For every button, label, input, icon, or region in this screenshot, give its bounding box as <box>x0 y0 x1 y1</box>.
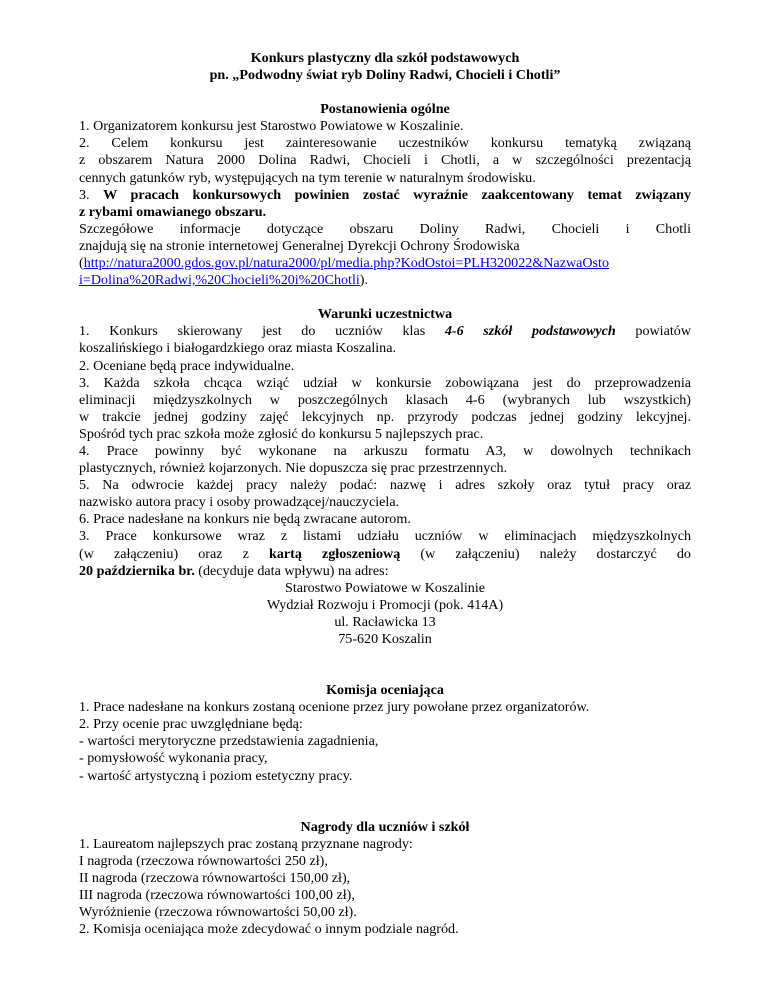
section-heading-jury: Komisja oceniająca <box>326 682 444 699</box>
doc-title-line2: pn. „Podwodny świat ryb Doliny Radwi, Chocieli i Chotli” <box>209 67 561 84</box>
general-point-3-line2: z rybami omawianego obszaru. <box>79 203 267 220</box>
condition-1-tail: powiatów <box>615 323 691 340</box>
condition-3-line2: eliminacji międzyszkolnych w poszczególnych klasach 4-6 (wybranych lub wszystkich) <box>79 391 691 408</box>
prize-distinction: Wyróżnienie (rzeczowa równowartości 50,00 zł). <box>79 904 357 921</box>
doc-title-line1: Konkurs plastyczny dla szkół podstawowych <box>250 50 520 66</box>
address-line3: ul. Racławicka 13 <box>334 613 436 630</box>
condition-1-text: 1. Konkurs skierowany jest do uczniów klas <box>79 323 445 340</box>
condition-7-form-emphasis: kartą zgłoszeniową <box>268 545 401 562</box>
prizes-point-2: 2. Komisja oceniająca może zdecydować o innym podziale nagród. <box>79 921 459 938</box>
document-page <box>79 50 691 938</box>
condition-6: 6. Prace nadesłane na konkurs nie będą zwracane autorom. <box>79 511 411 528</box>
link-open-paren: ( <box>79 255 84 272</box>
general-point-3-line1 <box>79 187 691 204</box>
condition-3-line1: 3. Każda szkoła chcąca wziąć udział w konkursie zobowiązana jest do przeprowadzenia <box>79 374 691 391</box>
section-heading-prizes: Nagrody dla uczniów i szkół <box>300 818 470 835</box>
jury-criterion-3: - wartość artystyczną i poziom estetyczny pracy. <box>79 767 353 784</box>
condition-7-text-c: (w załączeniu) należy dostarczyć do <box>400 545 691 562</box>
prize-second: II nagroda (rzeczowa równowartości 150,00 zł), <box>79 869 351 886</box>
prize-third: III nagroda (rzeczowa równowartości 100,00 zł), <box>79 887 355 904</box>
condition-7-line3 <box>79 563 691 580</box>
general-details-line2: znajdują się na stronie internetowej Generalnej Dyrekcji Ochrony Środowiska <box>79 237 520 254</box>
condition-2: 2. Oceniane będą prace indywidualne. <box>79 357 295 374</box>
prizes-point-1: 1. Laureatom najlepszych prac zostaną przyznane nagrody: <box>79 835 413 852</box>
gdos-link-continued[interactable]: i=Dolina%20Radwi,%20Chocieli%20i%20Chotli <box>79 272 360 289</box>
gdos-link-line1 <box>79 255 691 272</box>
link-close-paren: ). <box>359 272 369 289</box>
deadline-date: 20 października br. <box>79 562 195 579</box>
condition-7-text-a: (w załączeniu) oraz z <box>79 545 269 562</box>
general-point-2-line3: cennych gatunków ryb, występujących na tym terenie w naturalnym środowisku. <box>79 169 536 186</box>
condition-5-line1: 5. Na odwrocie każdej pracy należy podać: nazwę i adres szkoły oraz tytuł pracy oraz <box>79 477 691 494</box>
jury-criterion-2: - pomysłowość wykonania pracy, <box>79 750 268 767</box>
condition-7-line1: 3. Prace konkursowe wraz z listami udziału uczniów w eliminacjach międzyszkolnych <box>79 528 691 545</box>
general-point-3-number: 3. <box>79 186 104 203</box>
condition-3-line3: w trakcie jednej godziny zajęć lekcyjnych np. przyrody podczas jednej godziny lekcyjnej. <box>79 408 691 425</box>
condition-1-emphasis: 4-6 szkół podstawowych <box>444 323 616 340</box>
general-details-line1: Szczegółowe informacje dotyczące obszaru Doliny Radwi, Chocieli i Chotli <box>79 220 691 237</box>
gdos-link[interactable]: http://natura2000.gdos.gov.pl/natura2000/pl/media.php?KodOstoi=PLH320022&NazwaOsto <box>83 255 610 272</box>
jury-point-1: 1. Prace nadesłane na konkurs zostaną ocenione przez jury powołane przez organizatorów. <box>79 699 590 716</box>
condition-7-line2 <box>79 546 691 563</box>
section-heading-general: Postanowienia ogólne <box>320 101 450 118</box>
address-line4: 75-620 Koszalin <box>338 631 432 647</box>
deadline-note: (decyduje data wpływu) na adres: <box>194 562 389 579</box>
prize-first: I nagroda (rzeczowa równowartości 250 zł), <box>79 852 328 869</box>
section-heading-conditions: Warunki uczestnictwa <box>317 306 453 323</box>
general-point-1: 1. Organizatorem konkursu jest Starostwo Powiatowe w Koszalinie. <box>79 118 464 135</box>
general-point-3-text: W pracach konkursowych powinien zostać wyraźnie zaakcentowany temat związany <box>103 186 692 203</box>
jury-point-2: 2. Przy ocenie prac uwzględniane będą: <box>79 716 303 733</box>
jury-criterion-1: - wartości merytoryczne przedstawienia zagadnienia, <box>79 733 379 750</box>
gdos-link-line2 <box>79 272 691 289</box>
condition-3-line4: Spośród tych prac szkoła może zgłosić do konkursu 5 najlepszych prac. <box>79 425 484 442</box>
address-line1: Starostwo Powiatowe w Koszalinie <box>284 579 486 596</box>
condition-5-line2: nazwisko autora pracy i osoby prowadzącej/nauczyciela. <box>79 494 400 511</box>
condition-1-line1 <box>79 323 691 340</box>
condition-4-line2: plastycznych, również kojarzonych. Nie dopuszcza się prac przestrzennych. <box>79 460 508 477</box>
general-point-2-line2: z obszarem Natura 2000 Dolina Radwi, Chocieli i Chotli, a w szczególności prezentacją <box>79 152 691 169</box>
condition-4-line1: 4. Prace powinny być wykonane na arkuszu formatu A3, w dowolnych technikach <box>79 442 691 459</box>
general-point-2-line1: 2. Celem konkursu jest zainteresowanie uczestników konkursu tematyką związaną <box>79 135 691 152</box>
address-line2: Wydział Rozwoju i Promocji (pok. 414A) <box>266 596 504 613</box>
condition-1-line2: koszalińskiego i białogardzkiego oraz miasta Koszalina. <box>79 340 397 357</box>
